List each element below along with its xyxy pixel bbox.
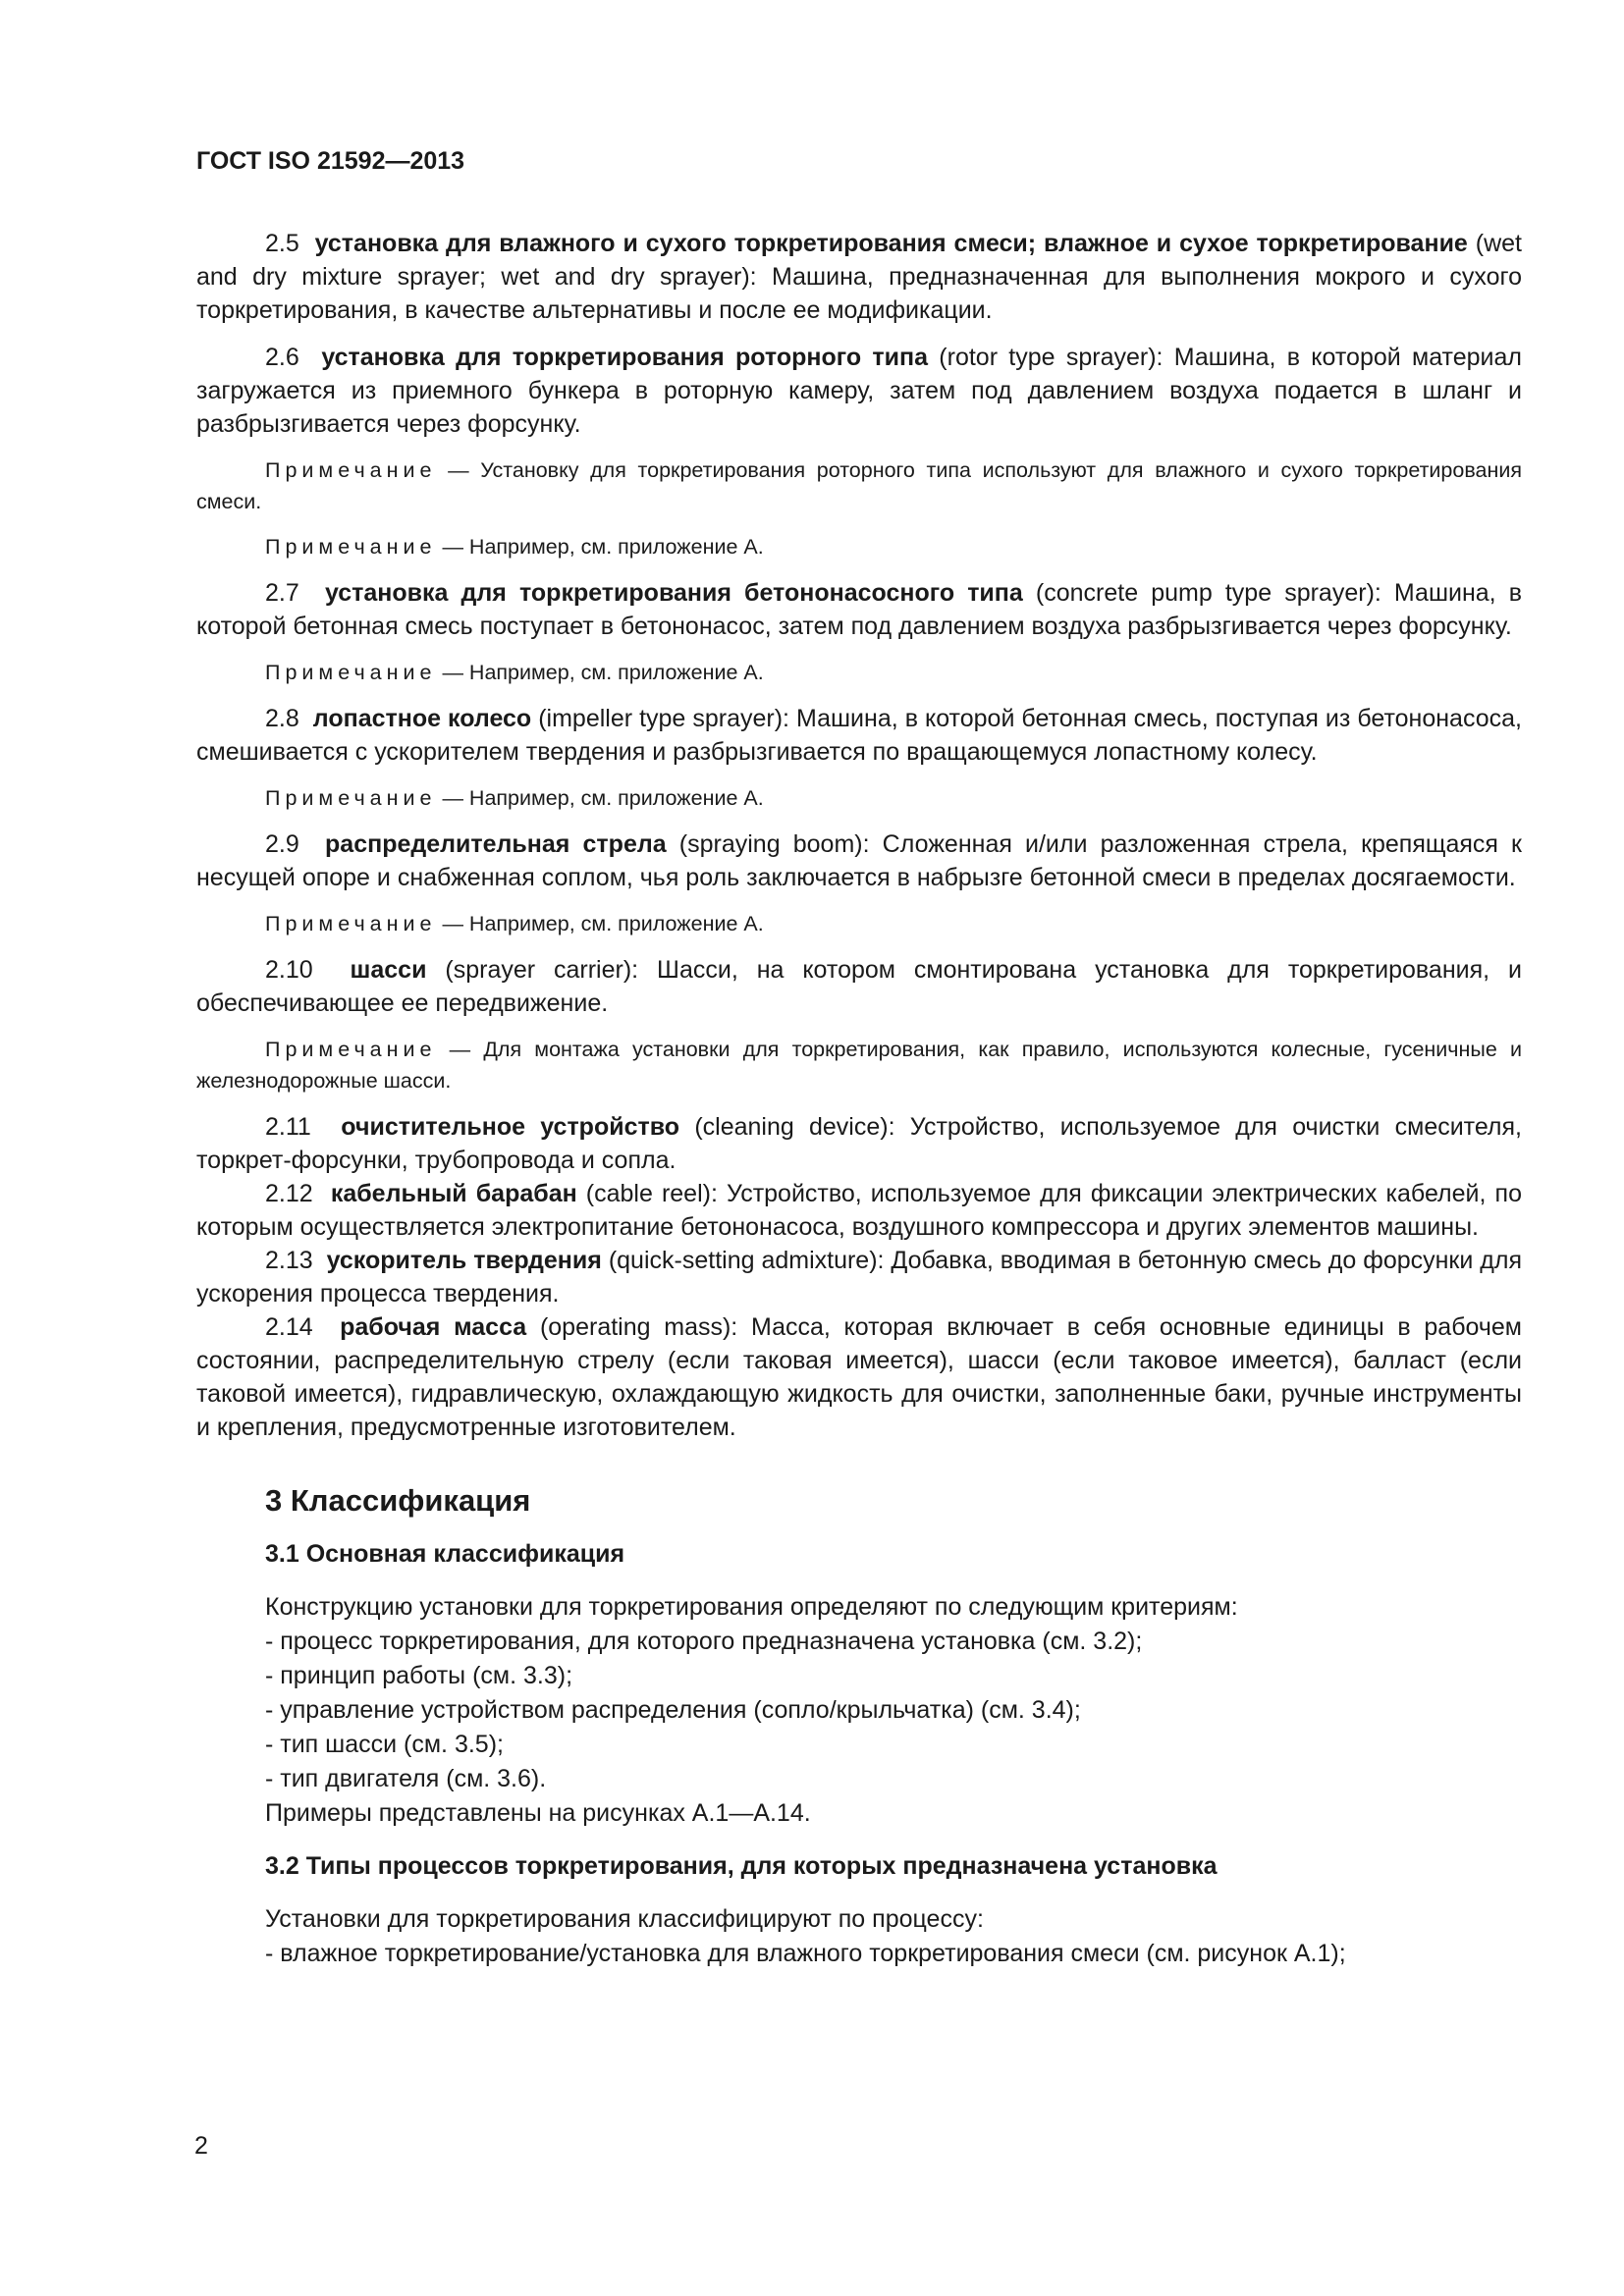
note-dash: —	[442, 912, 463, 935]
term-number: 2.5	[265, 230, 299, 257]
section-3-2-intro: Установки для торкретирования классифицируют по процессу:	[265, 1905, 984, 1933]
term-title: распределительная стрела	[325, 830, 667, 858]
term-2-6	[196, 341, 1522, 441]
term-number: 2.11	[265, 1113, 311, 1141]
term-number: 2.9	[265, 830, 299, 858]
note-2-6-b	[196, 531, 1522, 562]
term-title: очистительное устройство	[341, 1113, 680, 1141]
term-definition: (spraying boom): Сложенная и/или разложенная стрела, крепящаяся к несущей опоре и снабженная соплом, чья роль заключается в набрызге бетонной смеси в пределах досягаемости.	[196, 830, 1522, 891]
term-title: лопастное колесо	[312, 705, 532, 732]
note-2-7	[196, 657, 1522, 688]
note-dash: —	[449, 1038, 471, 1061]
term-definition: (sprayer carrier): Шасси, на котором смонтирована установка для торкретирования, и обеспечивающее ее передвижение.	[196, 956, 1522, 1017]
list-item: - управление устройством распределения (сопло/крыльчатка) (см. 3.4);	[265, 1696, 1081, 1724]
note-dash: —	[442, 535, 463, 559]
term-number: 2.12	[265, 1180, 313, 1207]
note-label: Примечание	[265, 458, 437, 482]
list-item: - принцип работы (см. 3.3);	[265, 1662, 573, 1689]
section-3-2-title: 3.2 Типы процессов торкретирования, для которых предназначена установка	[265, 1852, 1218, 1880]
term-definition: (cleaning device): Устройство, используемое для очистки смесителя, торкрет-форсунки, трубопровода и сопла.	[196, 1113, 1523, 1174]
term-definition: (rotor type sprayer): Машина, в которой материал загружается из приемного бункера в роторную камеру, затем под давлением воздуха подается в шланг и разбрызгивается через форсунку.	[196, 344, 1522, 438]
term-2-13	[196, 1244, 1522, 1310]
term-2-12	[196, 1177, 1522, 1244]
term-definition: (cable reel): Устройство, используемое для фиксации электрических кабелей, по которым осуществляется электропитание бетононасоса, воздушного компрессора и других элементов машины.	[196, 1180, 1522, 1241]
term-definition: (operating mass): Масса, которая включает в себя основные единицы в рабочем состоянии, распределительную стрелу (если таковая имеется), шасси (если таковое имеется), балласт (если таковой имеется), гидравлическую, охлаждающую жидкость для очистки, заполненные баки, ручные инструменты и крепления, предусмотренные изготовителем.	[196, 1313, 1522, 1441]
term-2-14	[196, 1310, 1522, 1444]
term-title: установка для торкретирования роторного типа	[321, 344, 928, 371]
note-2-8	[196, 782, 1522, 814]
note-dash: —	[442, 786, 463, 810]
term-2-9	[196, 828, 1522, 894]
note-text: Например, см. приложение А.	[468, 912, 764, 935]
term-title: установка для влажного и сухого торкретирования смеси; влажное и сухое торкретирование	[314, 230, 1468, 257]
list-item: - тип двигателя (см. 3.6).	[265, 1765, 547, 1792]
note-label: Примечание	[265, 1038, 437, 1061]
note-label: Примечание	[265, 786, 437, 810]
term-title: ускоритель твердения	[326, 1247, 602, 1274]
term-definition: (impeller type sprayer): Машина, в которой бетонная смесь, поступая из бетононасоса, смешивается с ускорителем твердения и разбрызгивается по вращающемуся лопастному колесу.	[196, 705, 1522, 766]
term-number: 2.14	[265, 1313, 313, 1341]
section-3-2-process-list	[196, 1937, 1522, 1971]
note-text: Например, см. приложение А.	[468, 661, 764, 684]
term-title: кабельный барабан	[330, 1180, 577, 1207]
note-label: Примечание	[265, 912, 437, 935]
term-definition: (concrete pump type sprayer): Машина, в которой бетонная смесь поступает в бетононасос, затем под давлением воздуха разбрызгивается через форсунку.	[196, 579, 1522, 640]
note-2-6-a	[196, 454, 1522, 517]
section-3-1-intro: Конструкцию установки для торкретирования определяют по следующим критериям:	[265, 1593, 1238, 1621]
term-number: 2.10	[265, 956, 313, 984]
term-title: шасси	[350, 956, 427, 984]
note-dash: —	[448, 458, 469, 482]
term-title: установка для торкретирования бетононасосного типа	[324, 579, 1023, 607]
section-3-1-outro: Примеры представлены на рисунках А.1—А.14.	[265, 1799, 811, 1827]
section-3-1-title: 3.1 Основная классификация	[265, 1540, 625, 1568]
term-number: 2.8	[265, 705, 299, 732]
term-number: 2.6	[265, 344, 299, 371]
list-item: - процесс торкретирования, для которого предназначена установка (см. 3.2);	[265, 1628, 1143, 1655]
document-header: ГОСТ ISO 21592—2013	[196, 147, 465, 175]
term-2-10	[196, 953, 1522, 1020]
list-item: - тип шасси (см. 3.5);	[265, 1731, 504, 1758]
term-2-11	[196, 1110, 1522, 1177]
term-title: рабочая масса	[340, 1313, 527, 1341]
term-number: 2.13	[265, 1247, 313, 1274]
note-2-9	[196, 908, 1522, 939]
list-item: - влажное торкретирование/установка для влажного торкретирования смеси (см. рисунок А.1);	[265, 1940, 1346, 1967]
note-label: Примечание	[265, 661, 437, 684]
term-definition: (wet and dry mixture sprayer; wet and dry sprayer): Машина, предназначенная для выполнения мокрого и сухого торкретирования, в качестве альтернативы и после ее модификации.	[196, 230, 1522, 324]
note-label: Примечание	[265, 535, 437, 559]
term-2-8	[196, 702, 1522, 769]
note-dash: —	[442, 661, 463, 684]
note-text: Для монтажа установки для торкретирования, как правило, используются колесные, гусеничные и железнодорожные шасси.	[196, 1038, 1522, 1093]
note-2-10	[196, 1034, 1522, 1096]
term-number: 2.7	[265, 579, 299, 607]
term-definition: (quick-setting admixture): Добавка, вводимая в бетонную смесь до форсунки для ускорения процесса твердения.	[196, 1247, 1522, 1308]
page-number: 2	[194, 2132, 208, 2160]
term-2-5	[196, 227, 1522, 327]
note-text: Например, см. приложение А.	[468, 786, 764, 810]
term-2-7	[196, 576, 1522, 643]
note-text: Установку для торкретирования роторного типа используют для влажного и сухого торкретирования смеси.	[196, 458, 1523, 513]
section-3-title: 3 Классификация	[265, 1483, 531, 1518]
note-text: Например, см. приложение А.	[468, 535, 764, 559]
document-page	[196, 147, 1522, 1971]
section-3-1-criteria-list	[196, 1625, 1522, 1796]
